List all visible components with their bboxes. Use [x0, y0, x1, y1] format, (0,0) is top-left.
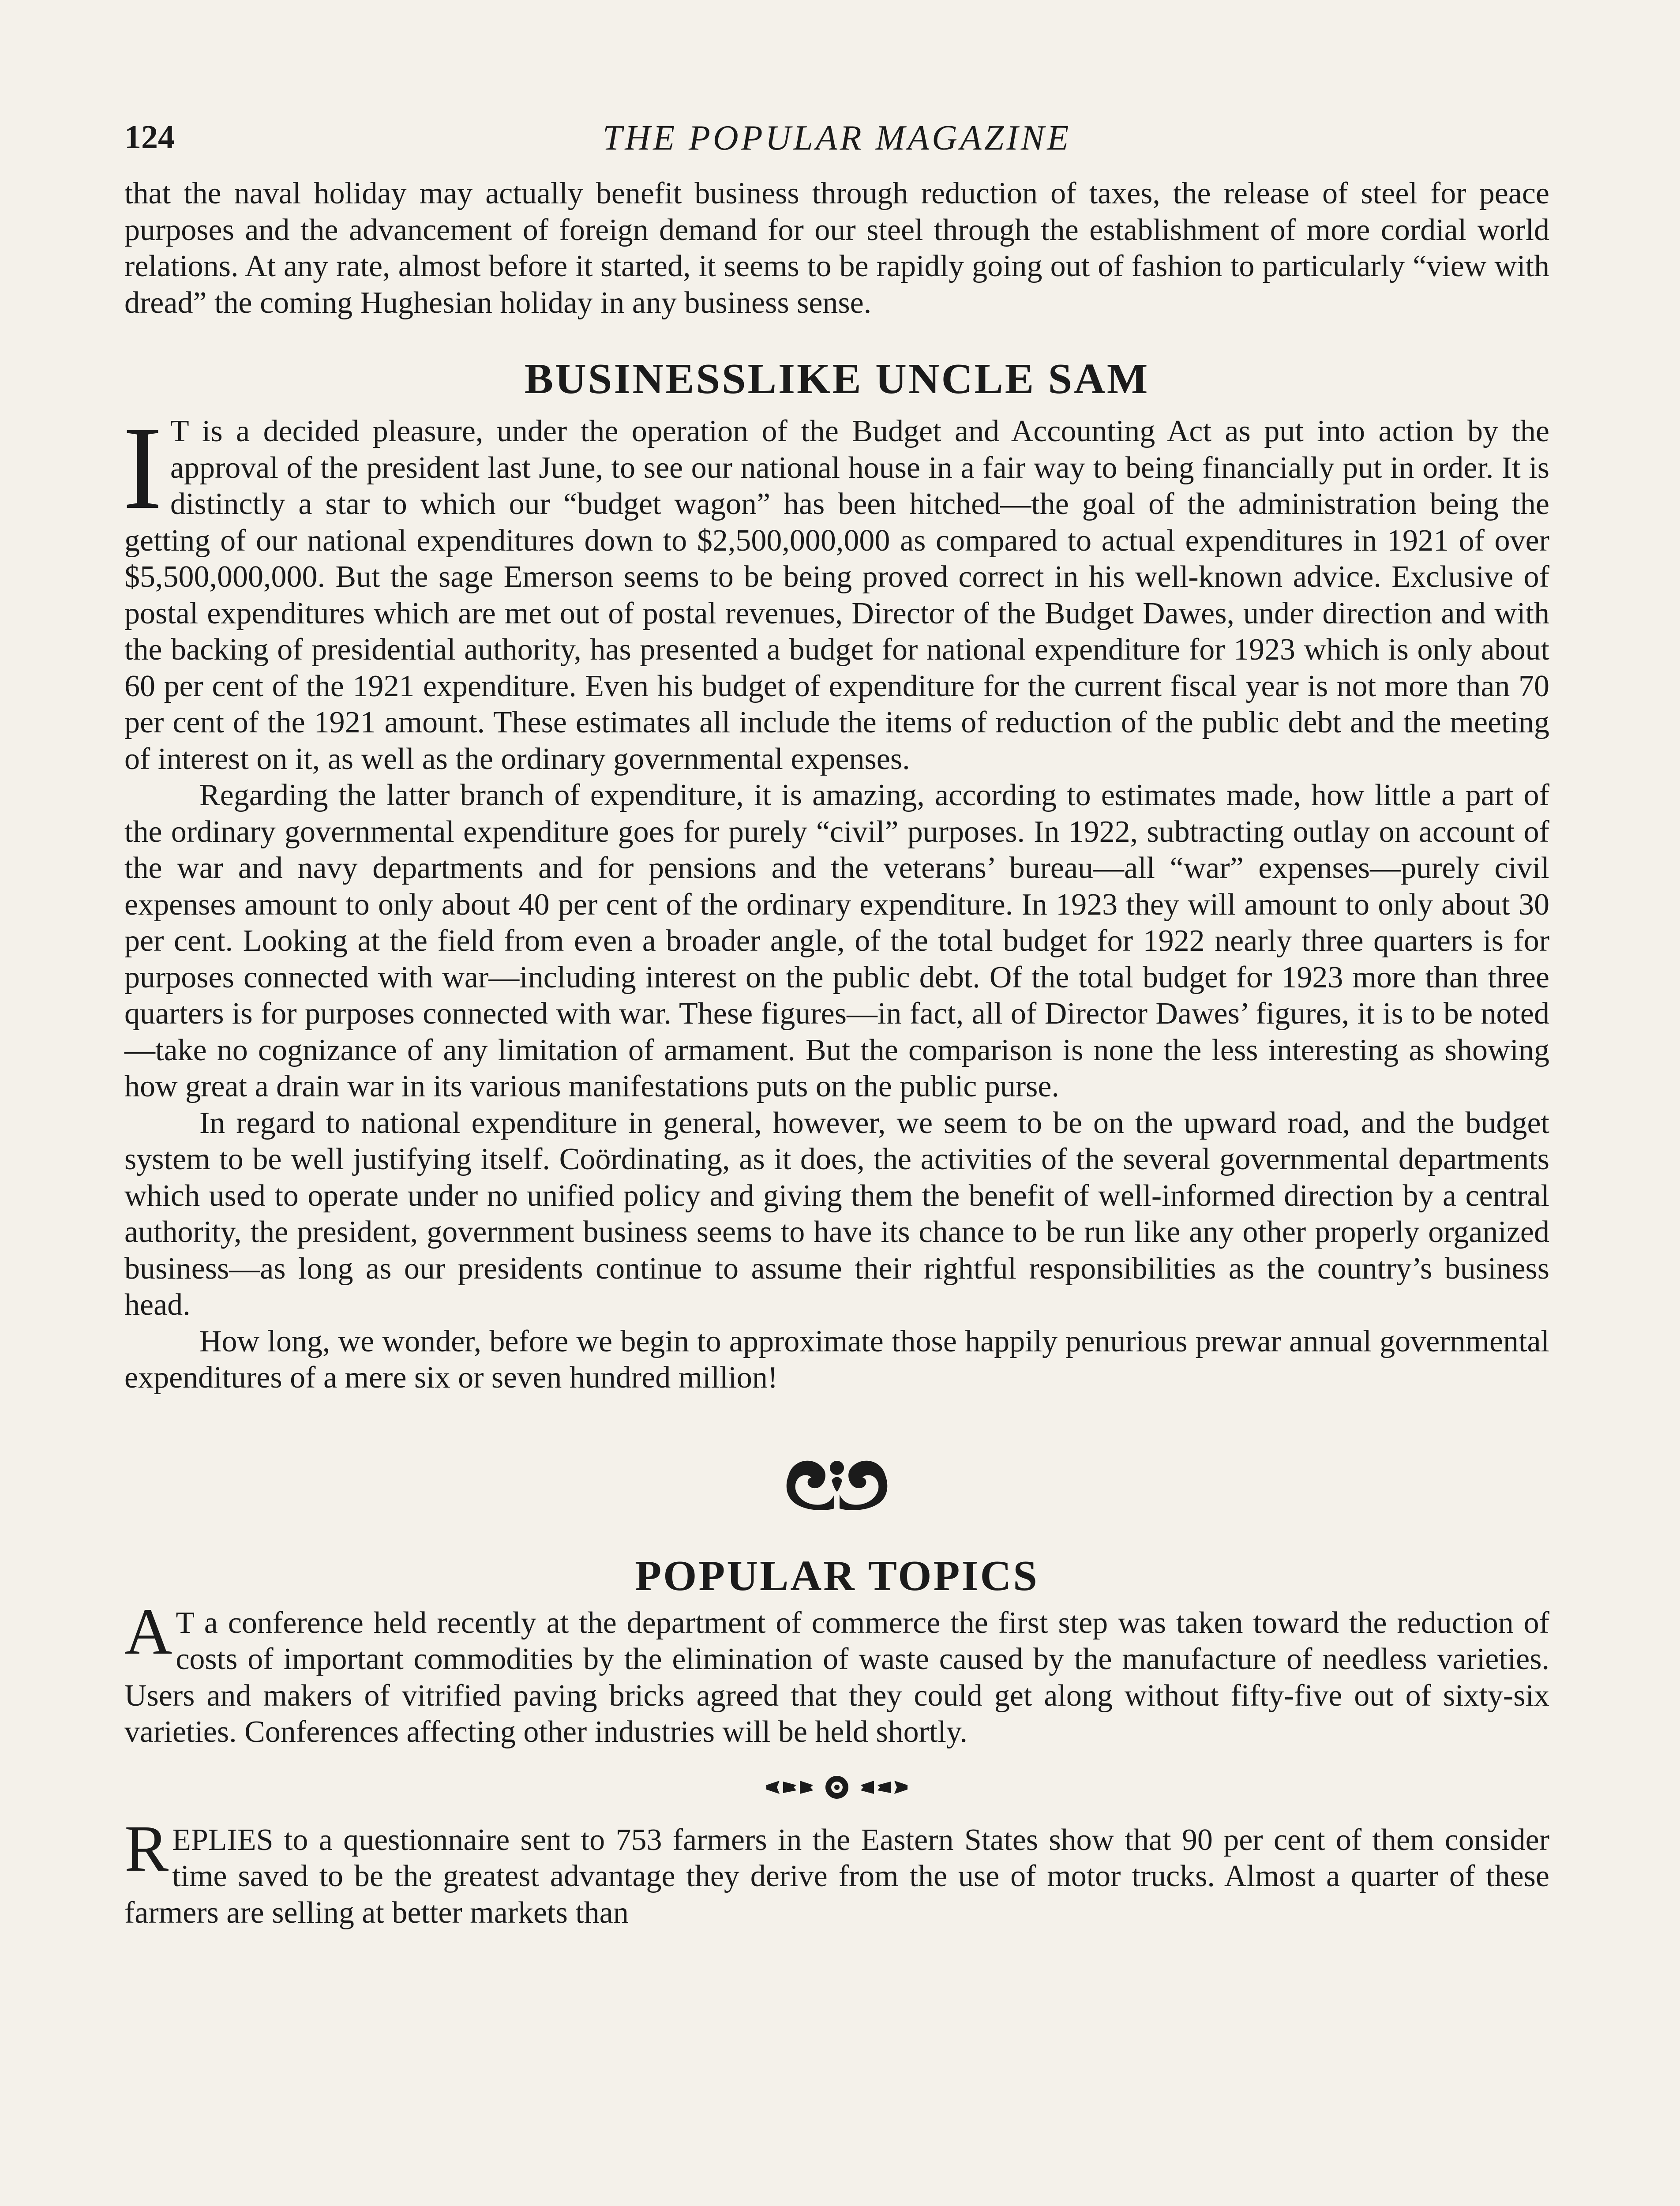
magazine-page: [124, 118, 1549, 1931]
section-heading-popular-topics: POPULAR TOPICS: [635, 1552, 1039, 1600]
section-heading-businesslike: BUSINESSLIKE UNCLE SAM: [524, 355, 1150, 403]
section-ornament: [124, 1449, 1549, 1520]
popular-topic-1: [124, 1594, 1549, 1751]
popular-topic-1-text: T a conference held recently at the department of commerce the first step was taken toward the reduction of costs of important commodities by the elimination of waste caused by the manufacture of needless varieties. Users and makers of vitrified paving bricks agreed that they could get along without fifty-five out of sixty-six varieties. Conferences affecting other industries will be held shortly.: [124, 1606, 1549, 1749]
businesslike-paragraph-4: How long, we wonder, before we begin to approximate those happily penurious prewar annual governmental expenditures of a mere six or seven hundred million!: [124, 1324, 1549, 1395]
running-title: THE POPULAR MAGAZINE: [602, 119, 1072, 158]
fleuron-ornament-icon: [780, 1449, 894, 1516]
continuation-paragraph: that the naval holiday may actually benefit business through reduction of taxes, the release of steel for peace purposes and the advancement of foreign demand for our steel through the establishment of more cordial world relations. At any rate, almost before it started, it seems to be rapidly going out of fashion to particularly “view with dread” the coming Hughesian holiday in any business sense.: [124, 176, 1549, 320]
popular-topic-2: [124, 1812, 1549, 1932]
drop-cap-r: R: [124, 1812, 169, 1885]
drop-cap-i: I: [123, 402, 162, 534]
drop-cap-a: A: [124, 1594, 172, 1668]
page-number: 124: [124, 119, 175, 156]
businesslike-paragraph-3: In regard to national expenditure in general, however, we seem to be on the upward road, and the budget system to be well justifying itself. Coördinating, as it does, the activities of the several governmental departments which used to operate under no unified policy and giving them the benefit of well-informed direction by a central authority, the president, government business seems to have its chance to be run like any other properly organized business—as long as our presidents continue to assume their rightful responsibilities as the country’s business head.: [124, 1106, 1549, 1322]
popular-topic-2-text: EPLIES to a questionnaire sent to 753 farmers in the Eastern States show that 90 per cent of them consider time saved to be the greatest advantage they derive from the use of motor trucks. Almost a quarter of these farmers are selling at better markets than: [124, 1823, 1549, 1930]
businesslike-paragraph-1: [123, 402, 1549, 777]
businesslike-paragraph-1-text: T is a decided pleasure, under the operation of the Budget and Accounting Act as put into action by the approval of the president last June, to see our national house in a fair way to being financially put in order. It is distinctly a star to which our “budget wagon” has been hitched—the goal of the administration being the getting of our national expenditures down to $2,500,000,000 as compared to actual expenditures in 1921 of over $5,500,000,000. But the sage Emerson seems to be being proved correct in his well-known advice. Exclusive of postal expenditures which are met out of postal revenues, Director of the Budget Dawes, under direction and with the backing of presidential authority, has presented a budget for national expenditure for 1923 which is only about 60 per cent of the 1921 expenditure. Even his budget of expenditure for the current fiscal year is not more than 70 per cent of the 1921 amount. These estimates all include the items of reduction of the public debt and the meeting of interest on it, as well as the ordinary governmental expenses.: [124, 414, 1549, 776]
topic-divider: [124, 1772, 1549, 1803]
page-header: [124, 118, 1549, 176]
floral-divider-icon: [762, 1772, 912, 1803]
businesslike-paragraph-2: Regarding the latter branch of expenditure, it is amazing, according to estimates made, how little a part of the ordinary governmental expenditure goes for purely “civil” purposes. In 1922, subtracting outlay on account of the war and navy departments and for pensions and the veterans’ bureau—all “war” expenses—purely civil expenses amount to only about 40 per cent of the ordinary expenditure. In 1923 they will amount to only about 30 per cent. Looking at the field from even a broader angle, of the total budget for 1922 nearly three quarters is for purposes connected with war—including interest on the public debt. Of the total budget for 1923 more than three quarters is for purposes connected with war. These figures—in fact, all of Director Dawes’ figures, it is to be noted—take no cognizance of any limitation of armament. But the comparison is none the less interesting as showing how great a drain war in its various manifestations puts on the public purse.: [124, 778, 1549, 1103]
